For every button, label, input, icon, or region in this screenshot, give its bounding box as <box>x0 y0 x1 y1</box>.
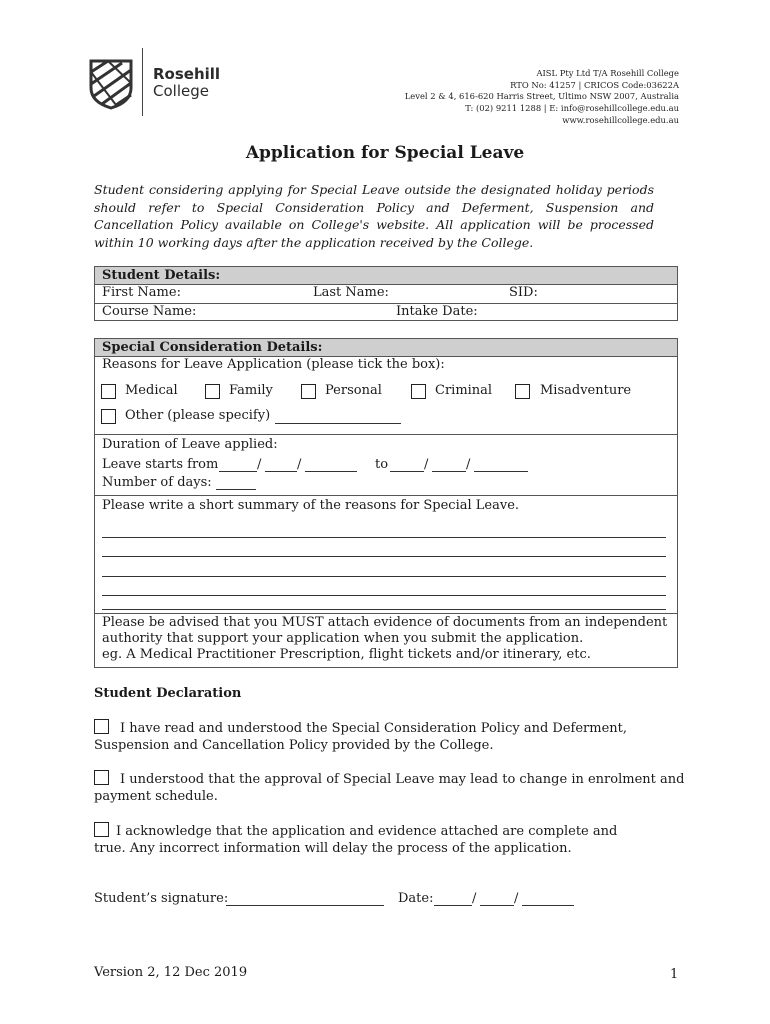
address-line: www.rosehillcollege.edu.au <box>562 114 679 125</box>
end-day-line[interactable] <box>390 471 424 472</box>
address-line: AISL Pty Ltd T/A Rosehill College <box>536 68 679 78</box>
criminal-option-label: Criminal <box>435 383 493 398</box>
page-title: Application for Special Leave <box>245 143 525 163</box>
date-slash: / <box>514 891 519 906</box>
family-option-label: Family <box>229 383 273 398</box>
criminal-checkbox[interactable] <box>411 384 426 399</box>
declaration-line: payment schedule. <box>94 789 218 804</box>
address-line: RTO No: 41257 | CRICOS Code:03622A <box>510 79 679 90</box>
evidence-line: authority that support your application when you submit the application. <box>102 631 584 646</box>
brand-line-1: Rosehill <box>153 65 221 83</box>
start-month-line[interactable] <box>265 471 297 472</box>
address-line: T: (02) 9211 1288 | E: info@rosehillcollege.edu.au <box>465 103 679 114</box>
summary-line[interactable] <box>102 576 666 577</box>
declaration-heading: Student Declaration <box>94 686 242 701</box>
date-slash: / <box>472 891 477 906</box>
student-details-heading: Student Details: <box>95 267 677 285</box>
other-checkbox[interactable] <box>101 409 116 424</box>
declaration-line: Suspension and Cancellation Policy provided by the College. <box>94 738 494 753</box>
declaration-line: I acknowledge that the application and evidence attached are complete and <box>116 824 618 839</box>
signature-label: Student’s signature: <box>94 891 229 906</box>
student-details-box <box>94 266 678 321</box>
start-year-line[interactable] <box>305 471 357 472</box>
signature-line[interactable] <box>226 905 384 906</box>
summary-line[interactable] <box>102 537 666 538</box>
declaration-text-3 <box>94 823 694 857</box>
end-month-line[interactable] <box>432 471 466 472</box>
brand-line-2: College <box>153 82 209 100</box>
college-crest-icon <box>88 58 134 110</box>
other-specify-line[interactable] <box>275 423 401 424</box>
number-of-days-line[interactable] <box>216 489 256 490</box>
version-text: Version 2, 12 Dec 2019 <box>94 965 248 980</box>
misadventure-option-label: Misadventure <box>540 383 632 398</box>
logo-divider <box>142 48 143 116</box>
page-number: 1 <box>670 967 679 982</box>
date-slash: / <box>257 457 262 472</box>
date-slash: / <box>466 457 471 472</box>
other-option-label: Other (please specify) <box>125 408 271 423</box>
evidence-notice <box>95 614 677 664</box>
misadventure-checkbox[interactable] <box>515 384 530 399</box>
declaration-line: I understood that the approval of Special Leave may lead to change in enrolment and <box>120 772 685 787</box>
personal-checkbox[interactable] <box>301 384 316 399</box>
date-slash: / <box>297 457 302 472</box>
summary-label: Please write a short summary of the reasons for Special Leave. <box>102 498 520 513</box>
personal-option-label: Personal <box>325 383 382 398</box>
declaration-line: true. Any incorrect information will delay the process of the application. <box>94 841 572 856</box>
family-checkbox[interactable] <box>205 384 220 399</box>
signature-month-line[interactable] <box>480 905 514 906</box>
to-label: to <box>375 457 389 472</box>
intro-paragraph: Student considering applying for Special Leave outside the designated holiday periods should refer to Special Consideration Policy and Deferment, Suspension and Cancellation Policy available on College's website. All application will be processed within 10 working days after the application received by the College. <box>94 182 654 250</box>
special-consideration-box <box>94 338 678 668</box>
summary-line[interactable] <box>102 556 666 557</box>
summary-line[interactable] <box>102 595 666 596</box>
declaration-text-2 <box>94 771 694 805</box>
date-slash: / <box>424 457 429 472</box>
course-name-label: Course Name: <box>102 304 197 319</box>
medical-option-label: Medical <box>125 383 178 398</box>
summary-line[interactable] <box>102 609 666 610</box>
signature-year-line[interactable] <box>522 905 574 906</box>
start-day-line[interactable] <box>219 471 257 472</box>
signature-day-line[interactable] <box>434 905 472 906</box>
end-year-line[interactable] <box>474 471 528 472</box>
reasons-label: Reasons for Leave Application (please tick the box): <box>102 357 445 372</box>
address-block <box>405 68 679 127</box>
evidence-line: eg. A Medical Practitioner Prescription, flight tickets and/or itinerary, etc. <box>102 647 591 662</box>
declaration-text-1 <box>94 720 694 754</box>
first-name-label: First Name: <box>102 285 181 300</box>
declaration-line: I have read and understood the Special Consideration Policy and Deferment, <box>120 721 627 736</box>
address-line: Level 2 & 4, 616-620 Harris Street, Ultimo NSW 2007, Australia <box>404 91 679 102</box>
date-label: Date: <box>398 891 434 906</box>
special-consideration-heading: Special Consideration Details: <box>95 339 677 357</box>
last-name-label: Last Name: <box>313 285 389 300</box>
sid-label: SID: <box>509 285 538 300</box>
duration-label: Duration of Leave applied: <box>102 437 278 452</box>
leave-starts-label: Leave starts from <box>102 457 219 472</box>
evidence-line: Please be advised that you MUST attach evidence of documents from an independent <box>102 615 668 630</box>
brand-name <box>153 66 220 100</box>
intake-date-label: Intake Date: <box>396 304 478 319</box>
medical-checkbox[interactable] <box>101 384 116 399</box>
number-of-days-label: Number of days: <box>102 475 212 490</box>
